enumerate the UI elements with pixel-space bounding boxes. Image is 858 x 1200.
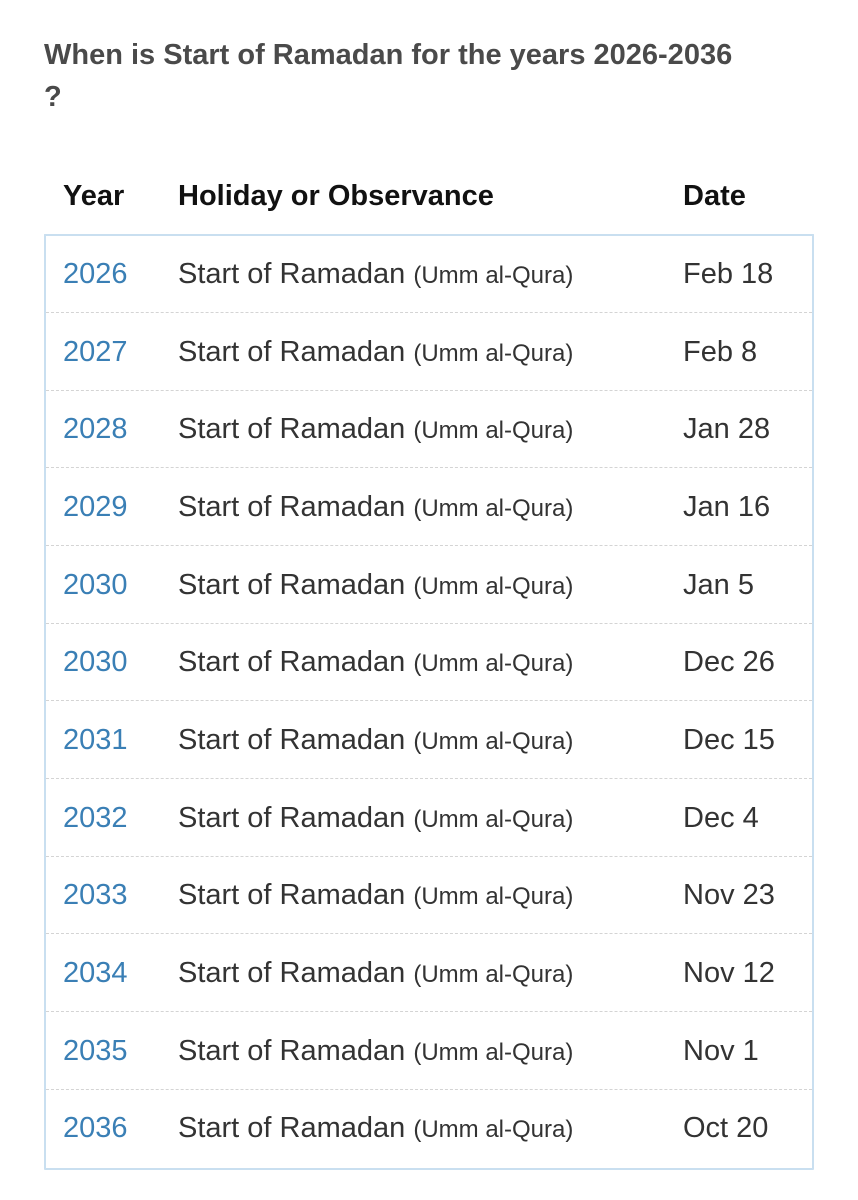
date-cell: Dec 15 [683, 724, 775, 756]
holiday-name: Start of Ramadan [178, 413, 406, 446]
holiday-cell [178, 624, 573, 700]
date-cell: Feb 18 [683, 258, 774, 290]
date-cell: Jan 5 [683, 568, 754, 601]
holiday-name: Start of Ramadan [178, 258, 406, 290]
holiday-note: (Umm al-Qura) [413, 961, 574, 988]
table-row [46, 391, 812, 468]
date-cell: Dec 4 [683, 801, 759, 834]
year-link[interactable]: 2033 [63, 879, 128, 912]
table-row [46, 935, 812, 1012]
holiday-cell [178, 1013, 573, 1089]
holiday-name: Start of Ramadan [178, 957, 406, 989]
holiday-cell [178, 857, 573, 933]
holiday-name: Start of Ramadan [178, 1034, 406, 1067]
table-row [46, 1013, 812, 1090]
holiday-note: (Umm al-Qura) [413, 417, 574, 445]
year-link[interactable]: 2035 [63, 1034, 128, 1067]
table-row [46, 314, 812, 391]
holiday-cell [178, 935, 573, 1011]
year-link[interactable]: 2034 [63, 957, 128, 989]
year-link[interactable]: 2028 [63, 413, 128, 446]
holiday-cell [178, 236, 573, 312]
holiday-note: (Umm al-Qura) [413, 495, 574, 522]
year-link[interactable]: 2032 [63, 801, 128, 834]
year-link[interactable]: 2027 [63, 335, 128, 368]
holiday-cell [178, 547, 573, 623]
date-cell: Jan 28 [683, 413, 771, 446]
holiday-note: (Umm al-Qura) [413, 650, 574, 678]
table-row [46, 469, 812, 546]
table-row [46, 236, 812, 313]
holiday-note: (Umm al-Qura) [413, 572, 574, 600]
table-row [46, 702, 812, 779]
holiday-cell [178, 314, 573, 390]
column-header-date: Date [683, 168, 746, 232]
holiday-note: (Umm al-Qura) [413, 1038, 574, 1066]
page-title: When is Start of Ramadan for the years 2026-2036 ? [44, 39, 733, 113]
holiday-name: Start of Ramadan [178, 801, 406, 834]
holiday-note: (Umm al-Qura) [413, 1116, 574, 1144]
holiday-cell [178, 391, 573, 467]
table-row [46, 1090, 812, 1167]
date-cell: Nov 1 [683, 1034, 759, 1067]
ramadan-table [44, 234, 814, 1170]
year-link[interactable]: 2031 [63, 724, 128, 756]
holiday-name: Start of Ramadan [178, 491, 406, 523]
date-cell: Oct 20 [683, 1112, 769, 1145]
holiday-name: Start of Ramadan [178, 879, 406, 912]
holiday-note: (Umm al-Qura) [413, 728, 574, 755]
holiday-cell [178, 780, 573, 856]
date-cell: Dec 26 [683, 646, 775, 679]
holiday-name: Start of Ramadan [178, 1112, 406, 1145]
year-link[interactable]: 2030 [63, 568, 128, 601]
holiday-name: Start of Ramadan [178, 335, 406, 368]
holiday-note: (Umm al-Qura) [413, 262, 574, 289]
year-link[interactable]: 2026 [63, 258, 128, 290]
holiday-name: Start of Ramadan [178, 724, 406, 756]
table-row [46, 547, 812, 624]
date-cell: Nov 12 [683, 957, 775, 989]
table-header [44, 168, 814, 236]
column-header-holiday: Holiday or Observance [178, 168, 494, 232]
table-row [46, 857, 812, 934]
date-cell: Feb 8 [683, 335, 758, 368]
holiday-cell [178, 469, 573, 545]
holiday-cell [178, 1090, 573, 1166]
table-row [46, 624, 812, 701]
holiday-note: (Umm al-Qura) [413, 339, 574, 367]
holiday-note: (Umm al-Qura) [413, 805, 574, 833]
date-cell: Nov 23 [683, 879, 775, 912]
holiday-name: Start of Ramadan [178, 646, 406, 679]
year-link[interactable]: 2036 [63, 1112, 128, 1145]
holiday-note: (Umm al-Qura) [413, 883, 574, 911]
column-header-year: Year [63, 168, 124, 232]
year-link[interactable]: 2030 [63, 646, 128, 679]
year-link[interactable]: 2029 [63, 491, 128, 523]
holiday-name: Start of Ramadan [178, 568, 406, 601]
holiday-cell [178, 702, 573, 778]
table-row [46, 780, 812, 857]
date-cell: Jan 16 [683, 491, 771, 523]
